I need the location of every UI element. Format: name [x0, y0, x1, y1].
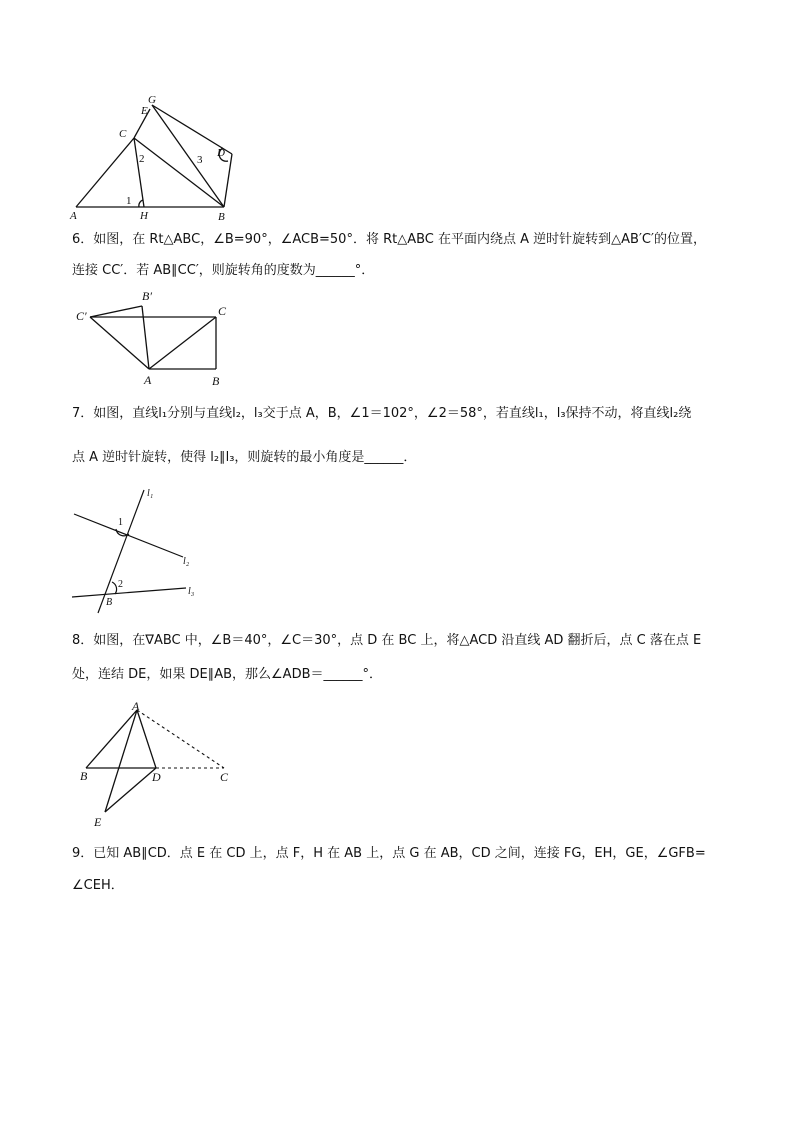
segment-AB — [86, 710, 137, 768]
label-l3: l₃ — [188, 586, 195, 597]
label-E: E — [141, 105, 148, 117]
segment-CB — [134, 138, 224, 207]
label-B: B — [106, 597, 113, 608]
label-H: H — [140, 210, 148, 222]
label-l2: l₂ — [183, 556, 190, 567]
label-C: C — [119, 128, 127, 140]
label-B: B — [80, 769, 88, 783]
label-C: C — [218, 304, 227, 318]
label-1: 1 — [118, 517, 123, 528]
segment-DE — [105, 768, 156, 812]
label-B-prime: B′ — [142, 289, 152, 303]
label-2: 2 — [118, 579, 123, 590]
segment-C1B1 — [90, 306, 142, 317]
question-9-line-2: ∠CEH． — [72, 878, 124, 893]
segment-CH — [134, 138, 144, 207]
segment-DB — [224, 154, 232, 207]
label-B: B — [218, 211, 225, 223]
question-6-line-1: 6．如图，在 Rt△ABC，∠B=90°，∠ACB=50°．将 Rt△ABC 在平面内绕点 A 逆时针旋转到△AB′C′的位置， — [72, 232, 706, 247]
segment-AD — [137, 710, 156, 768]
angle-2-arc — [112, 582, 117, 594]
label-B: B — [212, 374, 220, 388]
geometry-figure-q7 — [66, 480, 216, 620]
label-A: A — [70, 210, 77, 222]
segment-B1A — [142, 306, 149, 369]
question-8-line-2: 处，连结 DE，如果 DE∥AB，那么∠ADB＝______°． — [72, 667, 383, 682]
label-D: D — [152, 770, 161, 784]
label-2: 2 — [139, 153, 145, 165]
segment-AE — [105, 710, 137, 812]
line-l2 — [74, 514, 183, 557]
segment-GB — [152, 105, 224, 207]
label-C-prime: C′ — [76, 309, 87, 323]
label-l1: l₁ — [147, 488, 154, 499]
question-9-line-1: 9．已知 AB∥CD．点 E 在 CD 上，点 F，H 在 AB 上，点 G 在 AB，CD 之间，连接 FG，EH，GE，∠GFB= — [72, 846, 706, 861]
label-A: A — [132, 699, 140, 713]
label-E: E — [94, 815, 102, 829]
label-C: C — [220, 770, 229, 784]
label-3: 3 — [197, 154, 203, 166]
geometry-figure-1 — [60, 92, 250, 227]
line-l3 — [72, 588, 186, 597]
label-1: 1 — [126, 195, 132, 207]
segment-C1A — [90, 317, 149, 369]
geometry-figure-q6 — [70, 282, 240, 392]
label-A: A — [144, 373, 152, 387]
angle-1-arc — [139, 200, 143, 207]
geometry-figure-q8 — [74, 700, 244, 835]
segment-AC — [149, 317, 216, 369]
segment-AC-dashed — [137, 710, 224, 768]
question-8-line-1: 8．如图，在∇ABC 中，∠B＝40°，∠C＝30°，点 D 在 BC 上，将△ACD 沿直线 AD 翻折后，点 C 落在点 E — [72, 633, 702, 648]
question-6-line-2: 连接 CC′．若 AB∥CC′，则旋转角的度数为______°． — [72, 263, 375, 278]
label-D: D — [217, 147, 225, 159]
question-7-line-1: 7．如图，直线l₁分别与直线l₂，l₃交于点 A，B，∠1＝102°，∠2＝58°，若直线l₁，l₃保持不动，将直线l₂绕 — [72, 406, 692, 421]
question-7-line-2: 点 A 逆时针旋转，使得 l₂∥l₃，则旋转的最小角度是______． — [72, 450, 417, 465]
angle-1-arc — [116, 529, 129, 536]
label-G: G — [148, 94, 156, 106]
